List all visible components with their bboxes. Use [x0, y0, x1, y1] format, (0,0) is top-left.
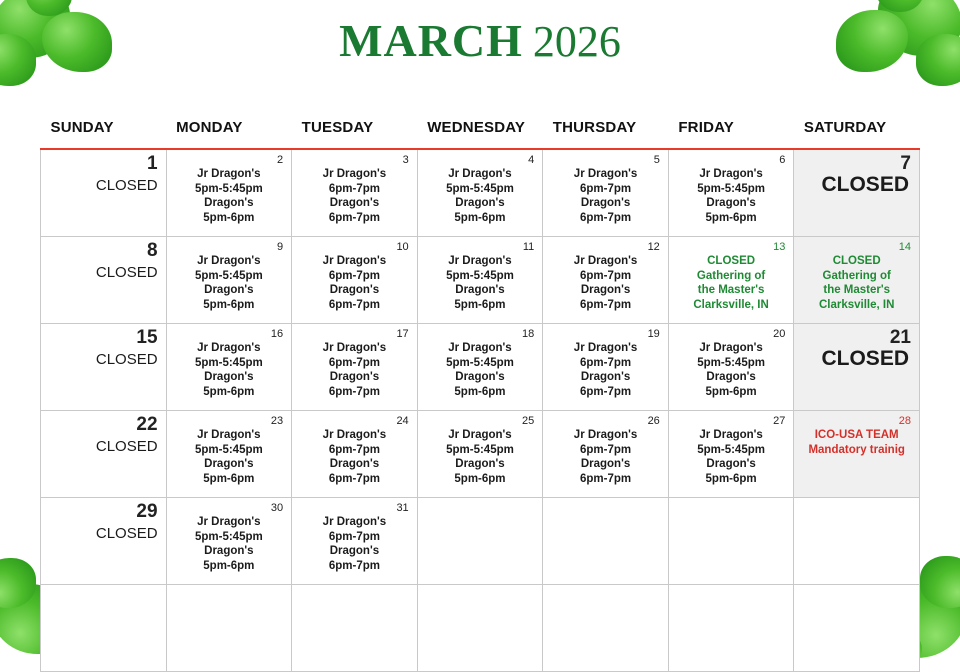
day-event-line: Dragon's — [580, 197, 631, 209]
day-event-line: Jr Dragon's — [448, 342, 512, 354]
day-number: 28 — [898, 415, 911, 427]
day-event-line: Dragon's — [706, 458, 756, 470]
day-event-line: 5pm-6pm — [454, 472, 506, 485]
calendar-day-cell[interactable] — [668, 149, 794, 237]
day-event-line: Dragon's — [204, 545, 254, 557]
day-event-text — [49, 438, 158, 456]
day-event-line: Jr Dragon's — [448, 168, 512, 180]
calendar-day-cell[interactable] — [543, 324, 669, 411]
calendar-day-cell[interactable] — [41, 237, 167, 324]
day-event-line: Mandatory trainig — [808, 443, 905, 456]
day-event-text — [677, 428, 786, 486]
day-event-line: CLOSED — [95, 525, 158, 542]
day-event-line: Jr Dragon's — [699, 168, 763, 180]
calendar-day-cell[interactable] — [292, 498, 418, 585]
calendar-empty-cell — [794, 498, 920, 585]
calendar-week-row — [41, 411, 920, 498]
calendar-empty-cell — [543, 585, 669, 672]
day-event-line: Dragon's — [204, 458, 254, 470]
calendar-day-cell[interactable] — [41, 324, 167, 411]
day-event-line: CLOSED — [95, 351, 158, 368]
day-event-line: Dragon's — [455, 284, 505, 296]
calendar-week-row — [41, 498, 920, 585]
day-number: 17 — [396, 328, 409, 340]
day-event-line: 6pm-7pm — [328, 211, 380, 224]
day-event-text — [426, 254, 535, 312]
title-month: MARCH — [339, 15, 523, 66]
day-number: 4 — [528, 154, 535, 166]
day-number: 30 — [270, 502, 284, 514]
day-event-line: Dragon's — [455, 197, 505, 209]
day-event-line: Jr Dragon's — [197, 255, 261, 267]
day-event-line: 5pm-5:45pm — [194, 269, 263, 282]
calendar-day-cell[interactable] — [543, 149, 669, 237]
day-event-line: 5pm-6pm — [203, 298, 255, 311]
day-event-text — [426, 341, 535, 399]
day-event-line: Dragon's — [329, 458, 380, 470]
calendar-day-cell[interactable] — [41, 411, 167, 498]
day-event-line: Jr Dragon's — [699, 429, 763, 441]
day-event-line: Dragon's — [580, 371, 631, 383]
day-number: 18 — [522, 328, 535, 340]
day-event-text — [175, 428, 284, 486]
day-number: 8 — [146, 240, 158, 261]
day-event-line: Dragon's — [455, 458, 505, 470]
calendar-empty-cell — [292, 585, 418, 672]
day-event-text — [802, 254, 911, 312]
day-event-text — [175, 254, 284, 312]
calendar-empty-cell — [668, 585, 794, 672]
day-event-line: 5pm-5:45pm — [194, 356, 263, 369]
day-event-line: 5pm-6pm — [203, 211, 255, 224]
day-event-text — [49, 177, 158, 195]
calendar-day-cell[interactable] — [166, 237, 292, 324]
day-event-line: 5pm-6pm — [203, 472, 255, 485]
calendar-day-cell[interactable] — [166, 149, 292, 237]
day-event-line: 6pm-7pm — [328, 472, 380, 485]
day-event-line: Jr Dragon's — [322, 342, 387, 354]
day-number: 25 — [522, 415, 535, 427]
day-number: 12 — [647, 241, 660, 253]
calendar-day-cell[interactable] — [41, 498, 167, 585]
day-event-line: Jr Dragon's — [197, 342, 261, 354]
day-number: 15 — [136, 327, 158, 348]
calendar-empty-cell — [166, 585, 292, 672]
day-event-line: Dragon's — [580, 458, 631, 470]
day-event-text — [175, 515, 284, 573]
day-number: 13 — [773, 241, 786, 253]
day-event-line: Dragon's — [329, 371, 380, 383]
day-event-line: Jr Dragon's — [573, 168, 638, 180]
day-event-line: Jr Dragon's — [448, 255, 512, 267]
day-event-line: 5pm-5:45pm — [697, 356, 765, 369]
day-event-text — [300, 167, 409, 225]
day-number: 29 — [136, 501, 158, 522]
calendar-empty-cell — [417, 585, 543, 672]
calendar-week-row — [41, 149, 920, 237]
day-number: 9 — [277, 241, 284, 253]
calendar-day-cell[interactable] — [794, 411, 920, 498]
day-event-text — [677, 167, 786, 225]
day-event-line: 6pm-7pm — [579, 298, 632, 311]
day-event-text — [551, 167, 660, 225]
title-year: 2026 — [532, 17, 621, 66]
day-event-line: Jr Dragon's — [573, 255, 638, 267]
day-event-text — [300, 254, 409, 312]
day-number: 11 — [522, 241, 535, 253]
day-event-line: 5pm-6pm — [454, 385, 506, 398]
day-event-line: 6pm-7pm — [328, 530, 380, 543]
day-event-line: the Master's — [823, 284, 891, 296]
day-event-line: 5pm-6pm — [454, 211, 506, 224]
calendar-day-cell[interactable] — [166, 498, 292, 585]
day-number: 26 — [647, 415, 660, 427]
day-event-line: Dragon's — [706, 197, 756, 209]
calendar-day-cell[interactable] — [417, 411, 543, 498]
day-event-line: Dragon's — [204, 284, 254, 296]
day-event-line: Dragon's — [580, 284, 631, 296]
day-event-line: Dragon's — [706, 371, 756, 383]
day-event-line: 5pm-6pm — [705, 211, 757, 224]
calendar-week-row — [41, 585, 920, 672]
calendar-table — [40, 110, 920, 672]
day-number: 10 — [396, 241, 409, 253]
day-event-line: Jr Dragon's — [322, 516, 387, 528]
calendar-header-row — [41, 110, 920, 149]
calendar-day-cell[interactable] — [292, 411, 418, 498]
day-event-line: 6pm-7pm — [328, 182, 380, 195]
day-event-line: 6pm-7pm — [328, 385, 380, 398]
day-event-line: Gathering of — [822, 269, 891, 282]
day-event-line: CLOSED — [707, 255, 756, 267]
day-event-text — [677, 254, 786, 312]
day-event-line: Dragon's — [455, 371, 505, 383]
day-event-line: 5pm-6pm — [454, 298, 506, 311]
day-event-text — [677, 341, 786, 399]
day-event-line: CLOSED — [832, 255, 881, 267]
day-event-text — [300, 428, 409, 486]
day-event-line: 5pm-6pm — [203, 385, 255, 398]
day-number: 6 — [779, 154, 786, 166]
day-event-line: 6pm-7pm — [579, 385, 632, 398]
calendar-day-cell[interactable] — [794, 237, 920, 324]
calendar-day-cell[interactable] — [292, 324, 418, 411]
day-event-line: Dragon's — [204, 371, 254, 383]
day-number: 24 — [396, 415, 409, 427]
day-event-text — [551, 254, 660, 312]
day-event-line: 5pm-5:45pm — [446, 356, 514, 369]
weekday-header-tuesday: TUESDAY — [292, 110, 418, 149]
day-number: 14 — [898, 241, 911, 253]
day-event-line: CLOSED — [95, 438, 158, 455]
day-event-text — [49, 351, 158, 369]
day-event-line: CLOSED — [95, 264, 158, 281]
day-event-line: Dragon's — [329, 545, 380, 557]
day-event-text — [802, 173, 911, 197]
day-event-text — [49, 264, 158, 282]
day-event-line: the Master's — [697, 284, 765, 296]
day-event-line: 5pm-5:45pm — [194, 443, 263, 456]
day-event-line: Dragon's — [329, 284, 380, 296]
weekday-header-monday: MONDAY — [166, 110, 292, 149]
day-event-line: 6pm-7pm — [579, 211, 632, 224]
day-event-line: 6pm-7pm — [328, 443, 380, 456]
weekday-header-wednesday: WEDNESDAY — [417, 110, 543, 149]
day-event-line: 6pm-7pm — [328, 298, 380, 311]
day-event-line: CLOSED — [821, 173, 909, 196]
day-event-text — [175, 167, 284, 225]
calendar-empty-cell — [668, 498, 794, 585]
day-event-line: Clarksville, IN — [818, 298, 895, 311]
calendar-empty-cell — [41, 585, 167, 672]
day-event-text — [300, 341, 409, 399]
day-number: 2 — [277, 154, 284, 166]
calendar-day-cell[interactable] — [668, 237, 794, 324]
day-event-line: 5pm-5:45pm — [697, 182, 765, 195]
day-event-line: 6pm-7pm — [328, 269, 380, 282]
day-event-line: Jr Dragon's — [322, 429, 387, 441]
day-event-line: 5pm-5:45pm — [446, 182, 514, 195]
day-event-text — [551, 428, 660, 486]
day-event-line: 5pm-5:45pm — [194, 530, 263, 543]
day-event-text — [802, 347, 911, 371]
day-event-line: Dragon's — [204, 197, 254, 209]
calendar-day-cell[interactable] — [668, 411, 794, 498]
day-number: 16 — [270, 328, 284, 340]
day-number: 31 — [396, 502, 409, 514]
day-number: 20 — [773, 328, 786, 340]
weekday-header-saturday: SATURDAY — [794, 110, 920, 149]
calendar-week-row — [41, 324, 920, 411]
day-event-line: Jr Dragon's — [322, 168, 387, 180]
weekday-header-friday: FRIDAY — [668, 110, 794, 149]
calendar-day-cell[interactable] — [292, 149, 418, 237]
calendar-day-cell[interactable] — [794, 324, 920, 411]
day-event-text — [551, 341, 660, 399]
calendar-day-cell[interactable] — [41, 149, 167, 237]
day-event-line: 6pm-7pm — [579, 269, 632, 282]
day-event-line: Jr Dragon's — [573, 429, 638, 441]
calendar-empty-cell — [417, 498, 543, 585]
day-number: 1 — [146, 153, 158, 174]
day-event-line: 6pm-7pm — [579, 443, 632, 456]
day-number: 3 — [402, 154, 409, 166]
weekday-header-thursday: THURSDAY — [543, 110, 669, 149]
day-event-line: 5pm-6pm — [705, 385, 757, 398]
day-number: 27 — [773, 415, 786, 427]
day-event-line: CLOSED — [95, 177, 158, 194]
day-event-text — [49, 525, 158, 543]
day-event-line: Clarksville, IN — [693, 298, 769, 311]
day-event-line: Jr Dragon's — [197, 168, 261, 180]
calendar-day-cell[interactable] — [292, 237, 418, 324]
day-event-line: Jr Dragon's — [699, 342, 763, 354]
calendar-day-cell[interactable] — [417, 149, 543, 237]
calendar-week-row — [41, 237, 920, 324]
day-event-line: 6pm-7pm — [579, 182, 632, 195]
day-number: 22 — [136, 414, 158, 435]
day-event-line: Jr Dragon's — [573, 342, 638, 354]
day-event-text — [426, 428, 535, 486]
calendar-day-cell[interactable] — [417, 237, 543, 324]
day-number: 21 — [889, 327, 911, 348]
day-event-line: 5pm-5:45pm — [697, 443, 765, 456]
calendar-day-cell[interactable] — [417, 324, 543, 411]
day-event-line: CLOSED — [821, 347, 909, 370]
day-event-line: 6pm-7pm — [579, 356, 632, 369]
calendar-day-cell[interactable] — [166, 324, 292, 411]
day-event-line: ICO-USA TEAM — [814, 429, 899, 441]
calendar-day-cell[interactable] — [543, 237, 669, 324]
calendar-day-cell[interactable] — [166, 411, 292, 498]
calendar-body — [41, 149, 920, 672]
day-event-line: 6pm-7pm — [328, 356, 380, 369]
day-number: 5 — [653, 154, 660, 166]
day-event-line: 6pm-7pm — [579, 472, 632, 485]
day-number: 19 — [647, 328, 660, 340]
day-event-line: Jr Dragon's — [448, 429, 512, 441]
weekday-header-sunday: SUNDAY — [41, 110, 167, 149]
day-event-line: 5pm-6pm — [203, 559, 255, 572]
calendar-day-cell[interactable] — [794, 149, 920, 237]
day-event-text — [300, 515, 409, 573]
calendar-empty-cell — [543, 498, 669, 585]
day-event-line: 6pm-7pm — [328, 559, 380, 572]
day-number: 7 — [900, 153, 911, 174]
day-event-line: Jr Dragon's — [197, 429, 261, 441]
calendar-empty-cell — [794, 585, 920, 672]
page-title — [0, 14, 960, 67]
day-event-line: 5pm-5:45pm — [446, 269, 514, 282]
day-event-text — [426, 167, 535, 225]
day-event-line: Jr Dragon's — [197, 516, 261, 528]
day-event-line: Dragon's — [329, 197, 380, 209]
day-event-line: 5pm-5:45pm — [446, 443, 514, 456]
day-event-line: Jr Dragon's — [322, 255, 387, 267]
day-event-line: 5pm-5:45pm — [194, 182, 263, 195]
day-number: 23 — [270, 415, 284, 427]
calendar-day-cell[interactable] — [543, 411, 669, 498]
calendar-day-cell[interactable] — [668, 324, 794, 411]
day-event-line: 5pm-6pm — [705, 472, 757, 485]
day-event-text — [802, 428, 911, 457]
day-event-text — [175, 341, 284, 399]
day-event-line: Gathering of — [696, 269, 766, 282]
